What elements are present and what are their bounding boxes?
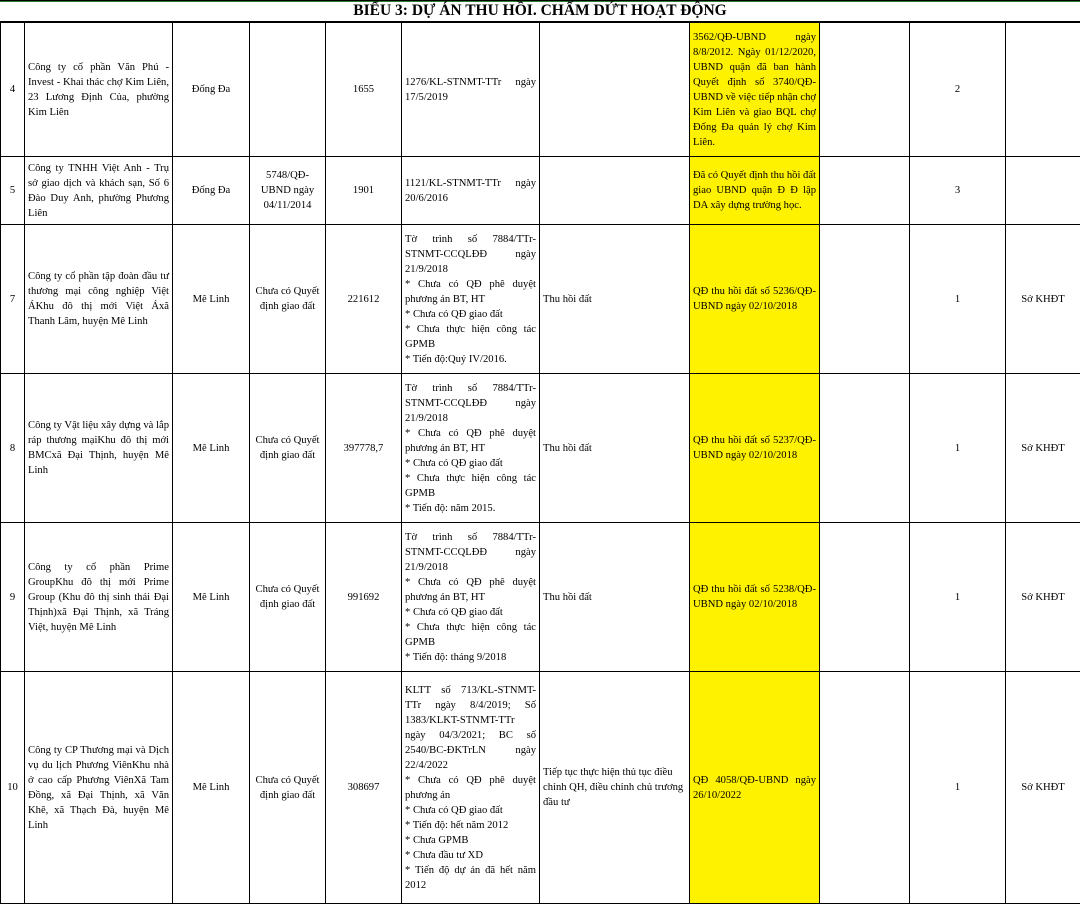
cell-group[interactable]: 1 (910, 672, 1006, 904)
cell-group[interactable]: 1 (910, 374, 1006, 523)
cell-agency[interactable]: Sở KHĐT (1006, 523, 1080, 672)
cell-district[interactable]: Mê Linh (173, 523, 250, 672)
cell-inspection[interactable]: Tờ trình số 7884/TTr-STNMT-CCQLĐĐ ngày 21/9/2018 * Chưa có QĐ phê duyệt phương án BT, HT * Chưa có QĐ giao đất * Chưa thực hiện công tác GPMB * Tiến độ: năm 2015. (402, 374, 540, 523)
cell-project-name[interactable]: Công ty cổ phần Văn Phú - Invest - Khai thác chợ Kim Liên, 23 Lương Định Của, phường Kim Liên (25, 23, 173, 157)
cell-group[interactable]: 2 (910, 23, 1006, 157)
cell-district[interactable]: Mê Linh (173, 225, 250, 374)
cell-land-decision[interactable] (250, 23, 326, 157)
cell-land-decision[interactable]: Chưa có Quyết định giao đất (250, 374, 326, 523)
cell-district[interactable]: Đống Đa (173, 23, 250, 157)
cell-stt[interactable]: 7 (1, 225, 25, 374)
cell-result[interactable]: QĐ 4058/QĐ-UBND ngày 26/10/2022 (690, 672, 820, 904)
table-row (1, 23, 1080, 157)
cell-proposal[interactable]: Thu hồi đất (540, 225, 690, 374)
cell-inspection[interactable]: Tờ trình số 7884/TTr-STNMT-CCQLĐĐ ngày 21/9/2018 * Chưa có QĐ phê duyệt phương án BT, HT * Chưa có QĐ giao đất * Chưa thực hiện công tác GPMB * Tiến độ:Quý IV/2016. (402, 225, 540, 374)
cell-group[interactable]: 1 (910, 225, 1006, 374)
cell-district[interactable]: Mê Linh (173, 374, 250, 523)
table-row (1, 672, 1080, 904)
cell-land-decision[interactable]: 5748/QĐ-UBND ngày 04/11/2014 (250, 157, 326, 225)
cell-group[interactable]: 1 (910, 523, 1006, 672)
cell-empty[interactable] (820, 23, 910, 157)
cell-empty[interactable] (820, 374, 910, 523)
cell-stt[interactable]: 5 (1, 157, 25, 225)
cell-result[interactable]: 3562/QĐ-UBND ngày 8/8/2012. Ngày 01/12/2020, UBND quận đã ban hành Quyết định số 3740/QĐ-UBND về việc tiếp nhận chợ Kim Liên và giao BQL chợ Đống Đa quản lý chợ Kim Liên. (690, 23, 820, 157)
cell-inspection[interactable]: 1276/KL-STNMT-TTr ngày 17/5/2019 (402, 23, 540, 157)
cell-area[interactable]: 991692 (326, 523, 402, 672)
cell-area[interactable]: 308697 (326, 672, 402, 904)
table-row (1, 523, 1080, 672)
cell-group[interactable]: 3 (910, 157, 1006, 225)
cell-result[interactable]: QĐ thu hồi đất số 5238/QĐ-UBND ngày 02/10/2018 (690, 523, 820, 672)
projects-table (0, 22, 1080, 904)
cell-proposal[interactable]: Thu hồi đất (540, 523, 690, 672)
cell-project-name[interactable]: Công ty CP Thương mại và Dịch vụ du lịch Phương ViênKhu nhà ở cao cấp Phương ViênXã Tam Đồng, xã Đại Thịnh, xã Văn Khê, xã Thạch Đà, huyện Mê Linh (25, 672, 173, 904)
cell-agency[interactable]: Sở KHĐT (1006, 374, 1080, 523)
cell-area[interactable]: 1901 (326, 157, 402, 225)
cell-land-decision[interactable]: Chưa có Quyết định giao đất (250, 225, 326, 374)
cell-stt[interactable]: 8 (1, 374, 25, 523)
cell-project-name[interactable]: Công ty Vật liệu xây dựng và lắp ráp thương mạiKhu đô thị mới BMCxã Đại Thịnh, huyện Mê Linh (25, 374, 173, 523)
cell-stt[interactable]: 10 (1, 672, 25, 904)
cell-project-name[interactable]: Công ty TNHH Việt Anh - Trụ sở giao dịch và khách sạn, Số 6 Đào Duy Anh, phường Phương Liên (25, 157, 173, 225)
cell-result[interactable]: QĐ thu hồi đất số 5236/QĐ-UBND ngày 02/10/2018 (690, 225, 820, 374)
cell-project-name[interactable]: Công ty cổ phần Prime GroupKhu đô thị mới Prime Group (Khu đô thị sinh thái Đại Thịnh)xã Đại Thịnh, xã Tráng Việt, huyện Mê Linh (25, 523, 173, 672)
cell-district[interactable]: Đống Đa (173, 157, 250, 225)
cell-inspection[interactable]: Tờ trình số 7884/TTr-STNMT-CCQLĐĐ ngày 21/9/2018 * Chưa có QĐ phê duyệt phương án BT, HT * Chưa có QĐ giao đất * Chưa thực hiện công tác GPMB * Tiến độ: tháng 9/2018 (402, 523, 540, 672)
cell-agency[interactable] (1006, 23, 1080, 157)
cell-district[interactable]: Mê Linh (173, 672, 250, 904)
cell-project-name[interactable]: Công ty cổ phần tập đoàn đầu tư thương mại công nghiệp Việt ÁKhu đô thị mới Việt Áxã Thanh Lâm, huyện Mê Linh (25, 225, 173, 374)
table-row (1, 225, 1080, 374)
cell-agency[interactable]: Sở KHĐT (1006, 225, 1080, 374)
cell-area[interactable]: 1655 (326, 23, 402, 157)
table-row (1, 374, 1080, 523)
cell-area[interactable]: 397778,7 (326, 374, 402, 523)
sheet-title: BIỂU 3: DỰ ÁN THU HỒI. CHẤM DỨT HOẠT ĐỘNG (0, 0, 1080, 22)
table-row (1, 157, 1080, 225)
cell-area[interactable]: 221612 (326, 225, 402, 374)
cell-agency[interactable]: Sở KHĐT (1006, 672, 1080, 904)
cell-empty[interactable] (820, 523, 910, 672)
cell-inspection[interactable]: KLTT số 713/KL-STNMT-TTr ngày 8/4/2019; Số 1383/KLKT-STNMT-TTr ngày 04/3/2021; BC số 2540/BC-ĐKTrLN ngày 22/4/2022 * Chưa có QĐ phê duyệt phương án * Chưa có QĐ giao đất * Tiến độ: hết năm 2012 * Chưa GPMB * Chưa đầu tư XD * Tiến độ dự án đã hết năm 2012 (402, 672, 540, 904)
cell-result[interactable]: Đã có Quyết định thu hồi đất giao UBND quận Đ Đ lập DA xây dựng trường học. (690, 157, 820, 225)
cell-stt[interactable]: 4 (1, 23, 25, 157)
cell-empty[interactable] (820, 672, 910, 904)
cell-result[interactable]: QĐ thu hồi đất số 5237/QĐ-UBND ngày 02/10/2018 (690, 374, 820, 523)
cell-stt[interactable]: 9 (1, 523, 25, 672)
cell-land-decision[interactable]: Chưa có Quyết định giao đất (250, 523, 326, 672)
cell-proposal[interactable]: Thu hồi đất (540, 374, 690, 523)
cell-proposal[interactable] (540, 23, 690, 157)
cell-proposal[interactable] (540, 157, 690, 225)
cell-empty[interactable] (820, 157, 910, 225)
cell-proposal[interactable]: Tiếp tục thực hiện thủ tục điều chỉnh QH, điều chỉnh chủ trương đầu tư (540, 672, 690, 904)
cell-empty[interactable] (820, 225, 910, 374)
cell-land-decision[interactable]: Chưa có Quyết định giao đất (250, 672, 326, 904)
cell-agency[interactable] (1006, 157, 1080, 225)
cell-inspection[interactable]: 1121/KL-STNMT-TTr ngày 20/6/2016 (402, 157, 540, 225)
